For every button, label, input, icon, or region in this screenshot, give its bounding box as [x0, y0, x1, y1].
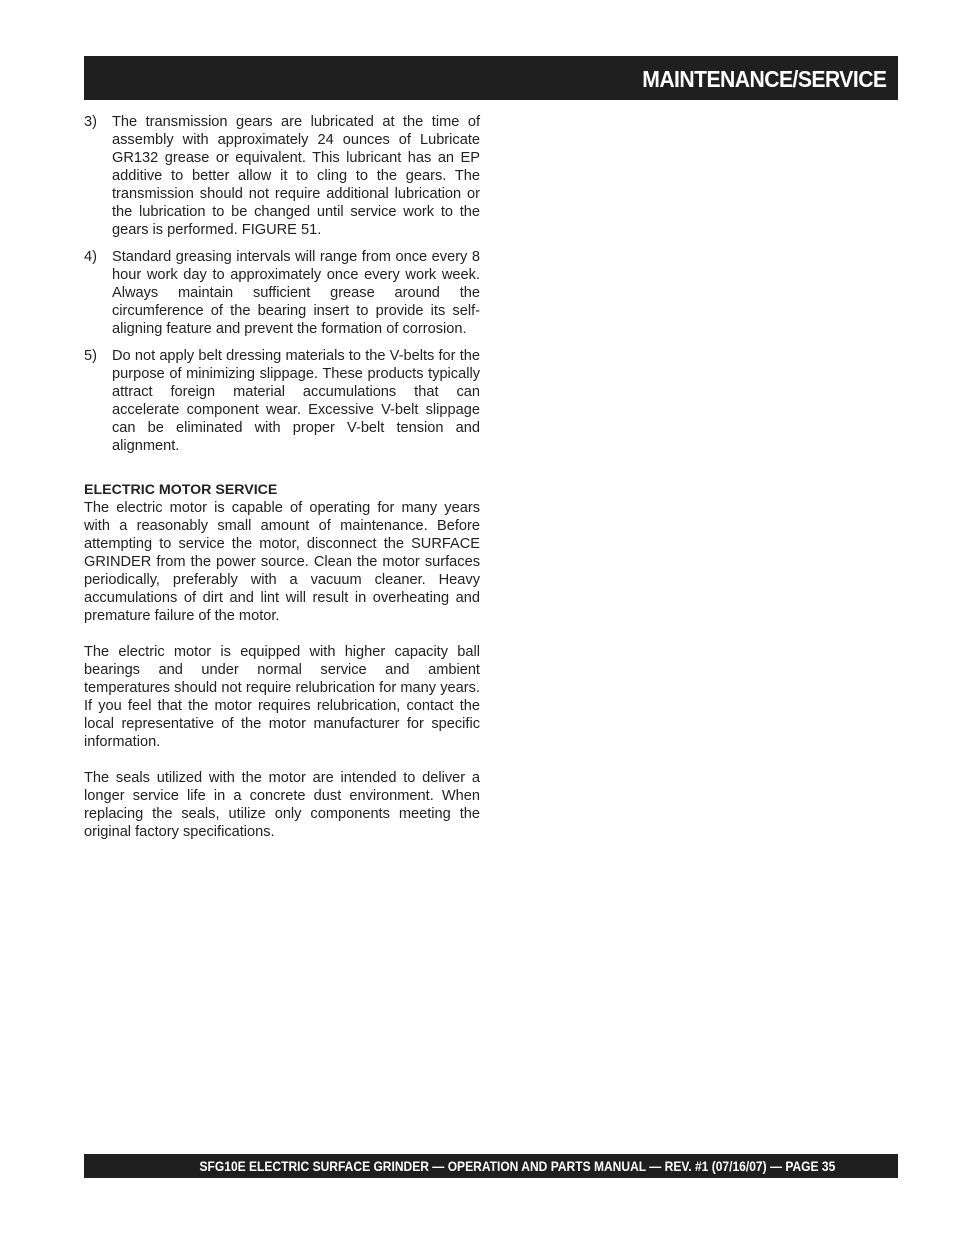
electric-motor-paragraph: The electric motor is capable of operating for many years with a reasonably small amount of maintenance. Before attempting to service the motor, disconnect the SURFACE GRINDER from the power source. Clean the motor surfaces periodically, preferably with a vacuum cleaner. Heavy accumulations of dirt and lint will result in overheating and premature failure of the motor.	[84, 500, 480, 624]
page-footer-bar	[84, 1154, 898, 1178]
electric-motor-paragraph: The seals utilized with the motor are intended to deliver a longer service life in a concrete dust environment. When replacing the seals, utilize only components meeting the original factory specifications.	[84, 770, 480, 840]
list-item-text: Standard greasing intervals will range from once every 8 hour work day to approximately once every work week. Always maintain sufficient grease around the circumference of the bearing insert to provide its self-aligning feature and prevent the formation of corrosion.	[112, 249, 480, 337]
page-title: MAINTENANCE/SERVICE	[641, 66, 886, 92]
list-item-text: The transmission gears are lubricated at the time of assembly with approximately 24 ounces of Lubricate GR132 grease or equivalent. This lubricant has an EP additive to better allow it to cling to the gears. The transmission should not require additional lubrication or the lubrication to be changed until service work to the gears is performed. FIGURE 51.	[112, 114, 480, 238]
list-item	[84, 347, 480, 455]
left-text-column	[84, 113, 480, 859]
list-item	[84, 113, 480, 239]
electric-motor-paragraph: The electric motor is equipped with higher capacity ball bearings and under normal service and ambient temperatures should not require relubrication for many years. If you feel that the motor requires relubrication, contact the local representative of the motor manufacturer for specific information.	[84, 644, 480, 750]
list-item-number: 3)	[84, 114, 97, 130]
page-header-bar	[84, 56, 898, 100]
maintenance-numbered-list	[84, 113, 480, 455]
list-item-number: 4)	[84, 249, 97, 265]
list-item-text: Do not apply belt dressing materials to the V-belts for the purpose of minimizing slippage. These products typically attract foreign material accumulations that can accelerate component wear. Excessive V-belt slippage can be eliminated with proper V-belt tension and alignment.	[112, 348, 480, 454]
list-item	[84, 248, 480, 338]
footer-text: SFG10E ELECTRIC SURFACE GRINDER — OPERATION AND PARTS MANUAL — REV. #1 (07/16/07) — PAGE 35	[199, 1158, 835, 1174]
electric-motor-service-heading: ELECTRIC MOTOR SERVICE	[84, 482, 278, 498]
list-item-number: 5)	[84, 348, 97, 364]
